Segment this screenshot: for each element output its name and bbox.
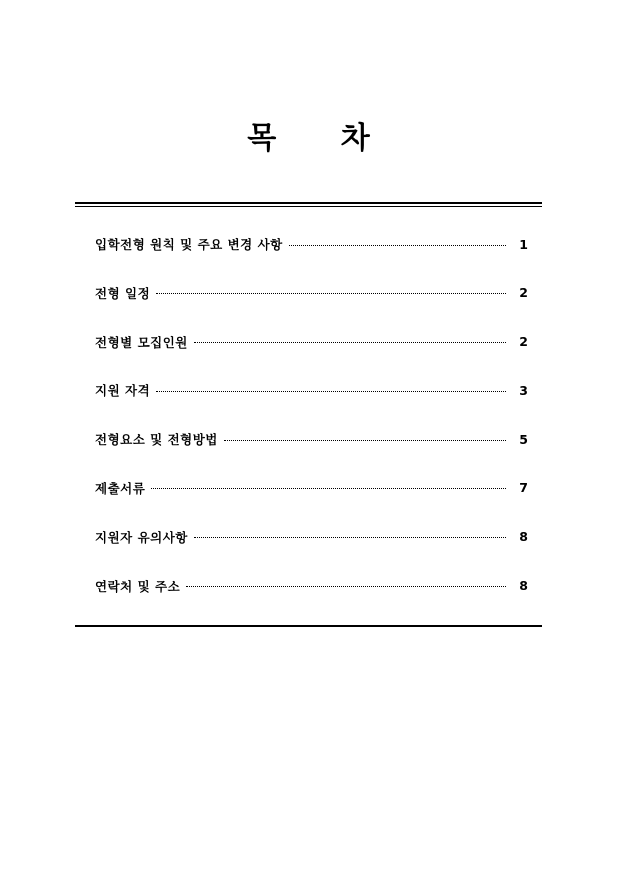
toc-list [95, 232, 528, 622]
toc-item-schedule[interactable] [95, 281, 528, 305]
toc-page-number: 3 [519, 382, 528, 398]
toc-dot-leader [156, 391, 506, 392]
toc-item-label: 지원자 유의사항 [95, 529, 188, 545]
toc-item-label: 연락처 및 주소 [95, 578, 181, 594]
toc-dot-leader [194, 342, 506, 343]
toc-page-number: 7 [519, 480, 528, 496]
toc-page-number: 8 [519, 529, 528, 545]
toc-dot-leader [151, 488, 506, 489]
toc-item-documents[interactable] [95, 476, 528, 500]
toc-page-number: 2 [519, 285, 528, 301]
toc-page-number: 2 [519, 334, 528, 350]
toc-item-contact[interactable] [95, 574, 528, 598]
toc-item-label: 전형 일정 [95, 285, 151, 301]
toc-dot-leader [289, 245, 506, 246]
toc-page-number: 8 [519, 578, 528, 594]
toc-dot-leader [224, 440, 506, 441]
toc-dot-leader [156, 293, 506, 294]
toc-item-admission-principles[interactable] [95, 232, 528, 256]
toc-dot-leader [194, 537, 506, 538]
toc-item-applicant-notes[interactable] [95, 525, 528, 549]
toc-page-number: 5 [519, 431, 528, 447]
toc-item-selection-method[interactable] [95, 427, 528, 451]
page-title: 목 차 [247, 121, 397, 156]
toc-item-label: 제출서류 [95, 480, 146, 496]
top-double-rule [75, 202, 542, 207]
toc-item-eligibility[interactable] [95, 378, 528, 402]
toc-item-label: 전형별 모집인원 [95, 334, 188, 350]
toc-item-quota[interactable] [95, 330, 528, 354]
toc-item-label: 전형요소 및 전형방법 [95, 432, 218, 448]
bottom-rule [75, 625, 542, 627]
toc-dot-leader [186, 586, 506, 587]
toc-item-label: 입학전형 원칙 및 주요 변경 사항 [95, 237, 283, 252]
toc-page-number: 1 [519, 236, 528, 252]
toc-item-label: 지원 자격 [95, 383, 151, 399]
